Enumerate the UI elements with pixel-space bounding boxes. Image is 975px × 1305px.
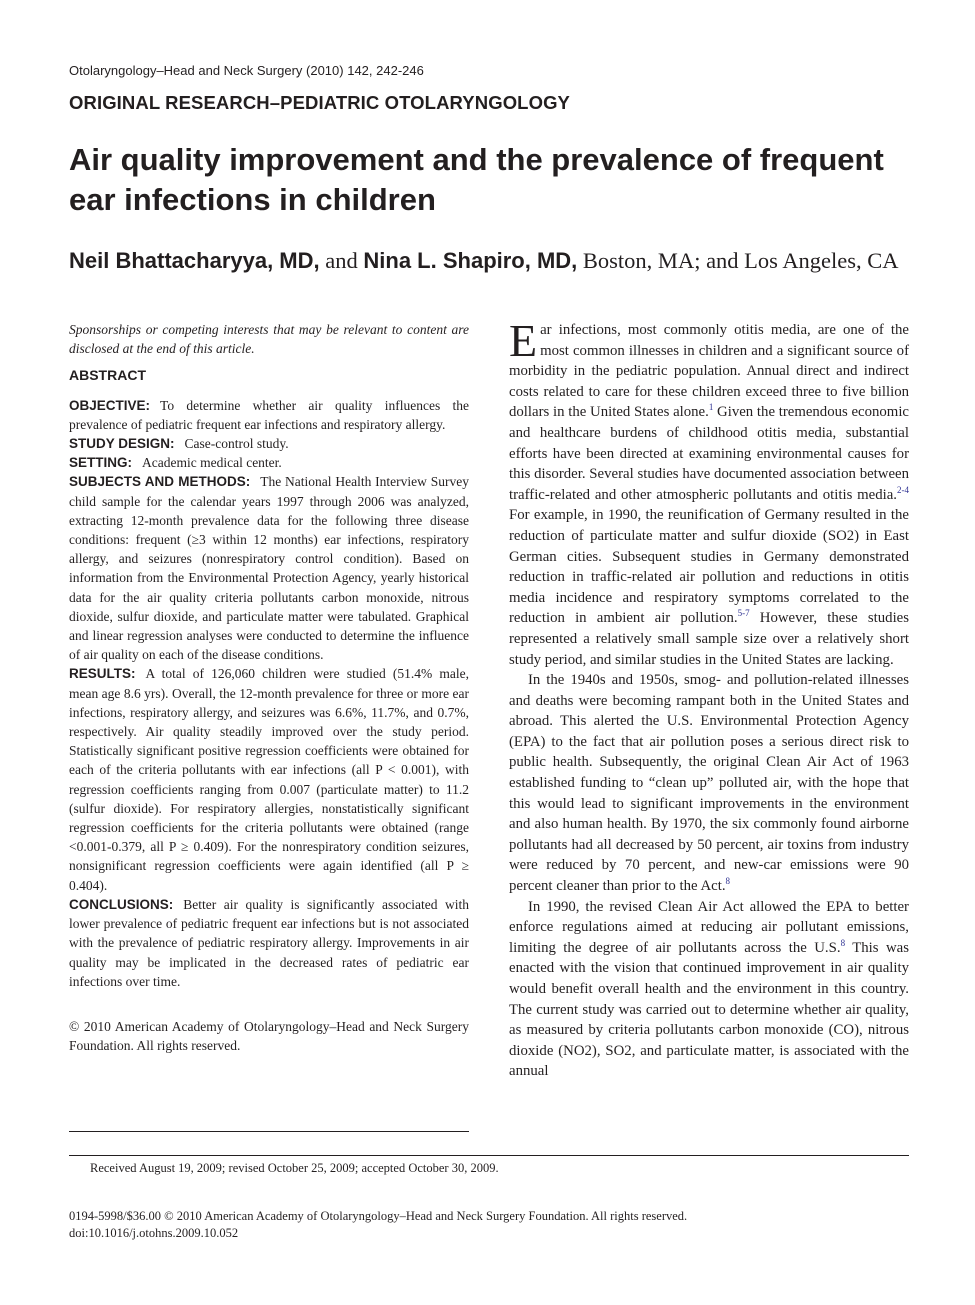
abstract-text: To determine whether air quality influences the prevalence of pediatric frequent ear infections and respiratory allergy. xyxy=(69,397,469,432)
abstract-label: CONCLUSIONS: xyxy=(69,896,174,912)
body-text: For example, in 1990, the reunification of Germany resulted in the reduction of particulate matter and sulfur dioxide (SO2) in East German cities. Subsequent studies in Germany demonstrated reduction in traffic-related air pollution and reductions in otitis media incidence and respiratory symptoms correlated to the reduction in ambient air pollution. xyxy=(509,507,909,627)
author-line xyxy=(69,246,899,275)
abstract-label: SETTING: xyxy=(69,455,132,471)
author-name: Neil Bhattacharyya, MD, xyxy=(69,248,320,273)
body-text: ar infections, most commonly otitis media, are one of the most common illnesses in children and a significant source of morbidity in the pediatric population. Annual direct and indirect costs related to care for these children exceed three to five billion dollars in the United States alone. xyxy=(509,322,909,421)
body-column xyxy=(509,315,910,1082)
abstract-label: SUBJECTS AND METHODS: xyxy=(69,474,251,490)
body-paragraph xyxy=(509,897,909,1082)
body-text: This was enacted with the vision that continued improvement in air quality would benefit overall health and the environment in this country. The current study was carried out to determine whether air quality, as measured by criteria pollutants carbon monoxide (CO), nitrous dioxide (NO2), SO2, and particulate matter, is associated with the annual xyxy=(509,939,909,1080)
author-affiliations: Boston, MA; and Los Angeles, CA xyxy=(582,248,899,273)
abstract-text: A total of 126,060 children were studied (51.4% male, mean age 8.6 yrs). Overall, the 12-month prevalence for three or more ear infections, respiratory allergy, and seizures was 6.6%, 11.7%, and 0.7%, respectively. Air quality steadily improved over the study period. Statistically significant positive regression coefficients were obtained for each of the criteria pollutants with ear infections (all P < 0.001), with regression coefficients ranging from 0.007 (particulate matter) to 11.2 (sulfur dioxide). For respiratory allergies, nonstatistically significant regression coefficients for the criteria pollutants were obtained (range <0.001-0.379, all P ≥ 0.409). For the nonrespiratory condition seizures, nonsignificant regression coefficients were again identified (all P ≥ 0.404). xyxy=(69,666,469,893)
footer-divider xyxy=(69,1155,909,1156)
reference-link[interactable]: 8 xyxy=(840,937,846,948)
abstract-text: The National Health Interview Survey child sample for the calendar years 1997 through 2006 was analyzed, extracting 12-month prevalence data for the following three disease conditions: frequent (≥3 within 12 months) ear infections, respiratory allergy, and seizures (nonrespiratory control condition). Based on information from the Environmental Protection Agency, yearly historical data for the air quality criteria pollutants carbon monoxide, nitrous dioxide, sulfur dioxide, and particulate matter were tabulated. Graphical and linear regression analyses were conducted to determine the influence of air quality on each of the disease conditions. xyxy=(69,474,469,663)
reference-link[interactable]: 1 xyxy=(708,402,714,413)
abstract-label: RESULTS: xyxy=(69,666,136,682)
abstract-study-design xyxy=(69,434,469,453)
body-text: However, these studies represented a relatively small sample size over a relatively short study period, and similar studies in the United States are lacking. xyxy=(509,610,909,668)
received-dates: Received August 19, 2009; revised October 25, 2009; accepted October 30, 2009. xyxy=(90,1161,499,1175)
section-heading: ORIGINAL RESEARCH–PEDIATRIC OTOLARYNGOLOGY xyxy=(69,92,570,113)
reference-link[interactable]: 2-4 xyxy=(897,484,909,495)
journal-citation: Otolaryngology–Head and Neck Surgery (2010) 142, 242-246 xyxy=(69,63,424,78)
body-paragraph xyxy=(509,315,910,670)
abstract-objective xyxy=(69,396,469,434)
author-conjunction: and xyxy=(325,248,358,273)
body-text: In the 1940s and 1950s, smog- and pollution-related illnesses and deaths were becoming rampant both in the United States and abroad. This alerted the U.S. Environmental Protection Agency (EPA) to the fact that air pollution poses a serious direct risk to public health. Subsequently, the original Clean Air Act of 1963 established funding to “clean up” polluted air, with the hope that this would lead to significant improvements in the environment and also human health. By 1970, the six commonly found airborne pollutants had all decreased by 50 percent, air toxins from industry were reduced by 70 percent, and new-car emissions were 90 percent cleaner than prior to the Act. xyxy=(509,672,909,895)
issn-copyright: 0194-5998/$36.00 © 2010 American Academy of Otolaryngology–Head and Neck Surgery Foundation. All rights reserved. xyxy=(69,1209,688,1223)
reference-link[interactable]: 8 xyxy=(725,876,731,887)
doi[interactable]: doi:10.1016/j.otohns.2009.10.052 xyxy=(69,1226,239,1240)
abstract-column xyxy=(69,320,469,1055)
abstract-label: OBJECTIVE: xyxy=(69,397,151,413)
author-name: Nina L. Shapiro, MD, xyxy=(363,248,578,273)
abstract-setting xyxy=(69,453,469,472)
abstract-text: Better air quality is significantly associated with lower prevalence of pediatric frequent ear infections but is not associated with the prevalence of pediatric respiratory allergy. Improvements in air quality may be implicated in the decreased rates of pediatric ear infections over time. xyxy=(69,896,469,989)
sponsorship-note: Sponsorships or competing interests that may be relevant to content are disclosed at the end of this article. xyxy=(69,322,469,357)
column-divider xyxy=(69,1131,469,1132)
abstract-conclusions xyxy=(69,895,469,991)
reference-link[interactable]: 5-7 xyxy=(737,608,750,619)
drop-cap: E xyxy=(509,315,538,366)
abstract-copyright: © 2010 American Academy of Otolaryngology–Head and Neck Surgery Foundation. All rights reserved. xyxy=(69,1018,469,1054)
abstract-label: STUDY DESIGN: xyxy=(69,436,175,452)
article-title: Air quality improvement and the prevalence of frequent ear infections in children xyxy=(69,142,884,217)
abstract-results xyxy=(69,664,469,894)
body-text: In 1990, the revised Clean Air Act allowed the EPA to better enforce regulations aimed at reducing air pollutant emissions, limiting the degree of air pollutants across the U.S. xyxy=(509,898,909,956)
body-text: Given the tremendous economic and healthcare burdens of childhood otitis media, substantial efforts have been directed at examining environmental causes for this disorder. Several studies have documented association between traffic-related and other atmospheric pollutants and otitis media. xyxy=(509,404,910,503)
body-paragraph xyxy=(509,670,909,897)
abstract-text: Case-control study. xyxy=(184,436,289,452)
abstract-methods xyxy=(69,472,469,664)
abstract-heading: ABSTRACT xyxy=(69,367,146,384)
abstract-text: Academic medical center. xyxy=(142,455,282,471)
